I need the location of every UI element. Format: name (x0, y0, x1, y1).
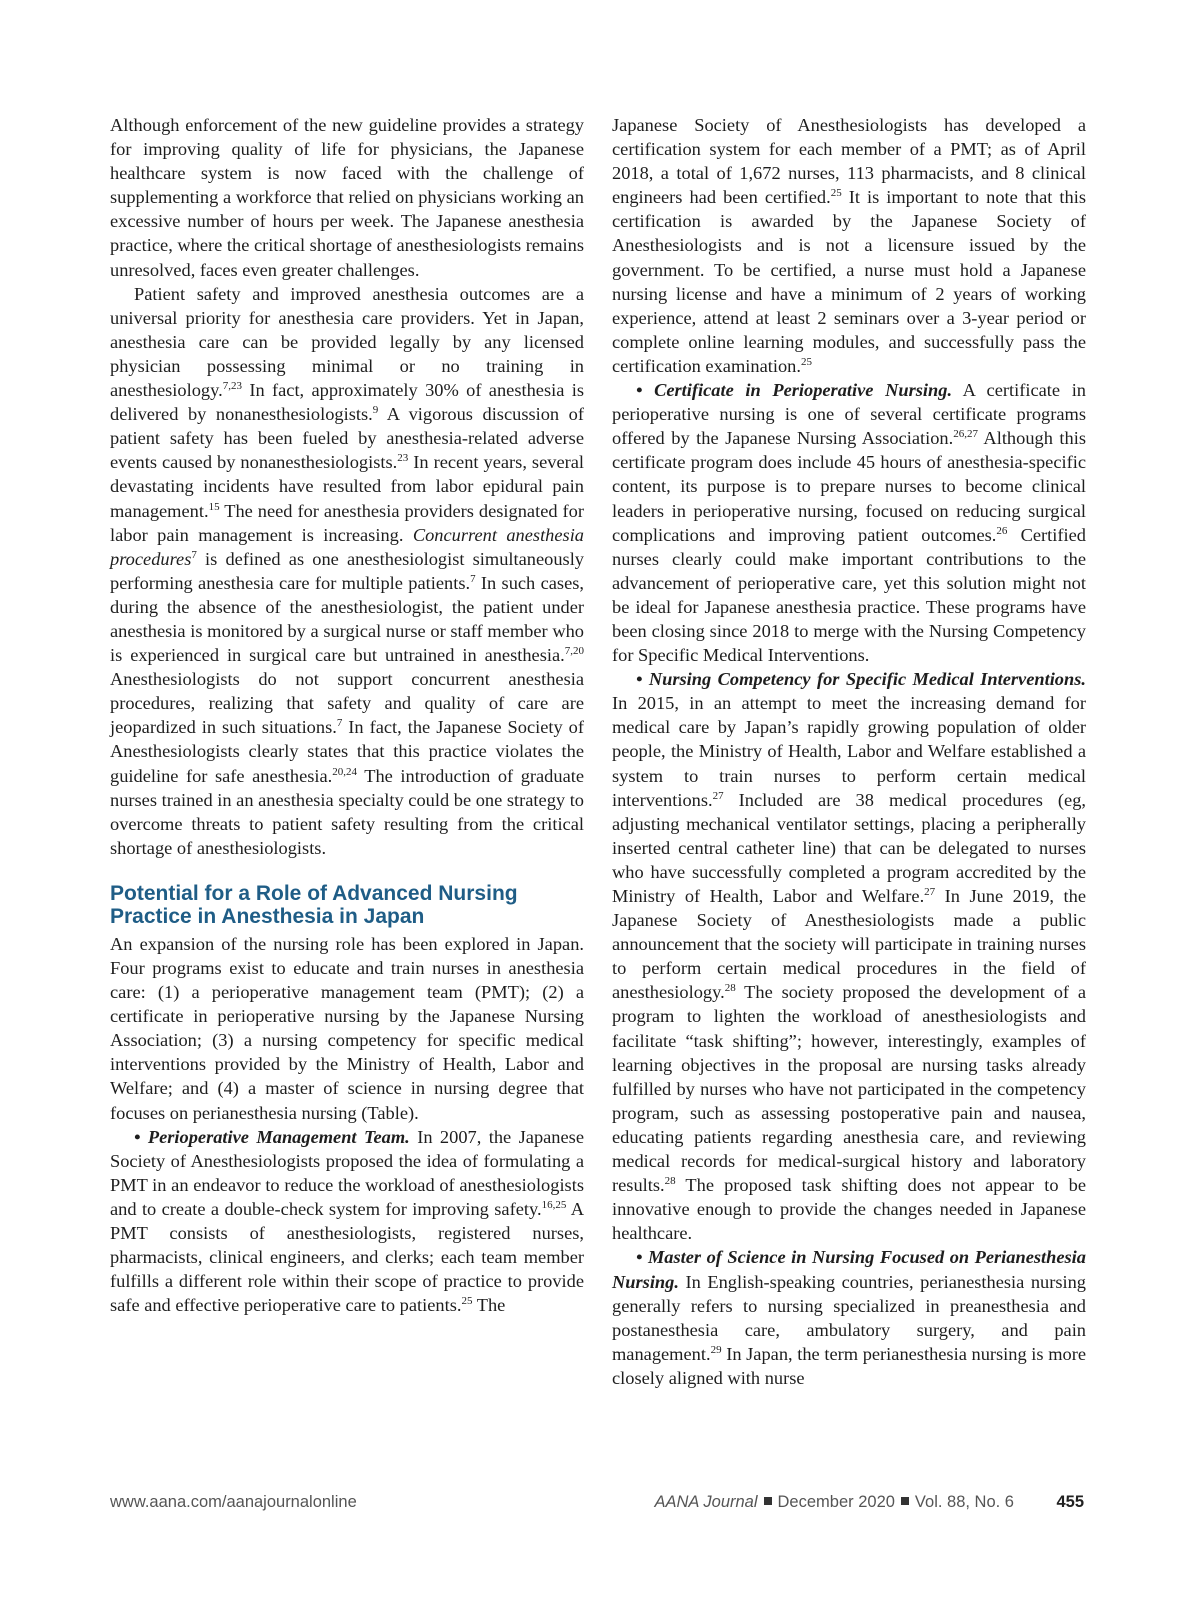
square-bullet-icon (901, 1497, 909, 1505)
citation-ref: 25 (461, 1295, 473, 1308)
text-run: The need for anesthesia providers designated for labor pain management is increasing. (110, 500, 584, 545)
text-run: It is important to note that this certification is awarded by the Japanese Society of Anesthesiologists and is not a licensure issued by the government. To be certified, a nurse must hold a Japanese nursing license and have a minimum of 2 years of working experience, attend at least 2 seminars over a 3-year period or complete online learning modules, and successfully pass the certification examination. (612, 187, 1087, 376)
text-run: In recent years, several devastating incidents have resulted from labor epidural pain management. (110, 452, 584, 521)
bullet-lead: • Nursing Competency for Specific Medical Interventions. (636, 669, 1086, 690)
text-run: Patient safety and improved anesthesia outcomes are a universal priority for anesthesia care providers. Yet in Japan, anesthesia care can be provided legally by any licensed physician possessing minimal or no training in anesthesiology. (110, 283, 584, 401)
text-run: In June 2019, the Japanese Society of Anesthesiologists made a public announcement that the society will participate in training nurses to perform certain medical procedures in the field of anesthesiology. (612, 886, 1086, 1003)
citation-ref: 26 (996, 524, 1008, 537)
bullet-lead: • Master of Science in Nursing Focused on Perianesthesia Nursing. (612, 1247, 1086, 1292)
journal-name: AANA Journal (654, 1493, 758, 1511)
text-run: The introduction of graduate nurses trained in an anesthesia specialty could be one strategy to overcome threats to patient safety resulting from the critical shortage of anesthesiologists. (110, 765, 584, 858)
right-column (612, 113, 1086, 1390)
paragraph-perioperative-certificate (612, 378, 1086, 667)
citation-ref: 9 (372, 404, 379, 417)
paragraph-pmt (110, 1125, 584, 1318)
text-run: is defined as one anesthesiologist simultaneously performing anesthesia care for multiple patients. (110, 548, 584, 593)
text-run: In such cases, during the absence of the anesthesiologist, the patient under anesthesia is monitored by a surgical nurse or staff member who is experienced in surgical care but untrained in anesthesia. (110, 572, 584, 666)
citation-ref: 26,27 (953, 428, 978, 441)
citation-ref: 7,20 (564, 645, 584, 658)
text-run: A certificate in perioperative nursing is one of several certificate programs offered by the Japanese Nursing Association. (612, 380, 1086, 449)
text-run: In Japan, the term perianesthesia nursing is more closely aligned with nurse (612, 1343, 1086, 1388)
text-run: A vigorous discussion of patient safety has been fueled by anesthesia-related adverse events caused by nonanesthesiologists. (110, 404, 584, 473)
text-run: Japanese Society of Anesthesiologists has developed a certification system for each member of a PMT; as of April 2018, a total of 1,672 nurses, 113 pharmacists, and 8 clinical engineers had been certified. (612, 115, 1086, 208)
text-run: The society proposed the development of a program to lighten the workload of anesthesiologists and facilitate “task shifting”; however, interestingly, examples of learning objectives in the proposal are nursing tasks already fulfilled by nurses who have not participated in the competency program, such as assessing postoperative pain and nausea, educating patients regarding anesthesia care, and reviewing medical records for medical-surgical history and laboratory results. (612, 982, 1086, 1196)
section-heading: Potential for a Role of Advanced Nursing Practice in Anesthesia in Japan (110, 881, 518, 928)
citation-ref: 25 (830, 187, 842, 200)
paragraph-patient-safety (110, 282, 584, 860)
text-run: In fact, approximately 30% of anesthesia is delivered by nonanesthesiologists. (110, 380, 584, 425)
text-run: The (472, 1295, 506, 1316)
paragraph-nursing-competency (612, 667, 1086, 1245)
citation-ref: 25 (800, 355, 812, 368)
citation-ref: 7 (191, 548, 197, 561)
paragraph-workforce: Although enforcement of the new guideline provides a strategy for improving quality of life for physicians, the Japanese healthcare system is now faced with the challenge of supplementing a workforce that relied on physicians working an excessive number of hours per week. The Japanese anesthesia practice, where the critical shortage of anesthesiologists remains unresolved, faces even greater challenges. (110, 115, 584, 280)
citation-ref: 15 (208, 500, 220, 513)
left-column (110, 113, 584, 1317)
paragraph-master-of-science (612, 1245, 1086, 1390)
text-run: In 2007, the Japanese Society of Anesthesiologists proposed the idea of formulating a PMT in an endeavor to reduce the workload of anesthesiologists and to create a double-check system for improving safety. (110, 1126, 584, 1219)
page-footer (110, 1493, 1084, 1517)
text-run: Anesthesiologists do not support concurrent anesthesia procedures, realizing that safety and quality of care are jeopardized in such situations. (110, 669, 584, 738)
term-concurrent-anesthesia: Concurrent anesthesia procedures (110, 524, 584, 569)
citation-ref: 27 (712, 789, 724, 802)
paragraph-programs: An expansion of the nursing role has been explored in Japan. Four programs exist to educate and train nurses in anesthesia care: (1) a perioperative management team (PMT); (2) a certificate in perioperative nursing by the Japanese Nursing Association; (3) a nursing competency for specific medical interventions provided by the Ministry of Health, Labor and Welfare; and (4) a master of science in nursing degree that focuses on perianesthesia nursing (Table). (110, 933, 584, 1123)
text-run: The proposed task shifting does not appear to be innovative enough to provide the changes needed in Japanese healthcare. (612, 1175, 1086, 1244)
text-run: A PMT consists of anesthesiologists, registered nurses, pharmacists, clinical engineers, and clerks; each team member fulfills a different role within their scope of practice to provide safe and effective perioperative care to patients. (110, 1198, 584, 1316)
text-run: Included are 38 medical procedures (eg, adjusting mechanical ventilator settings, placing a peripherally inserted central catheter line) that can be delegated to nurses who have successfully completed a program accredited by the Ministry of Health, Labor and Welfare. (612, 789, 1086, 906)
citation-ref: 16,25 (541, 1198, 567, 1211)
text-run: Although this certificate program does include 45 hours of anesthesia-specific content, its purpose is to prepare nurses to become clinical leaders in perioperative nursing, focused on reducing surgical complications and improving patient outcomes. (612, 428, 1086, 545)
bullet-lead: • Perioperative Management Team. (134, 1126, 410, 1147)
paragraph-certification (612, 113, 1086, 378)
page-number: 455 (1056, 1493, 1084, 1511)
journal-citation (654, 1493, 1014, 1512)
text-run: In 2015, in an attempt to meet the increasing demand for medical care by Japan’s rapidly growing population of older people, the Ministry of Health, Labor and Welfare established a system to train nurses to perform certain medical interventions. (612, 693, 1086, 810)
citation-ref: 7 (336, 717, 343, 730)
citation-ref: 28 (664, 1175, 676, 1188)
issue-date: December 2020 (777, 1493, 895, 1511)
text-run: Certified nurses clearly could make important contributions to the advancement of perioperative care, yet this solution might not be ideal for Japanese anesthesia practice. These programs have been closing since 2018 to merge with the Nursing Competency for Specific Medical Interventions. (612, 524, 1086, 666)
volume-issue: Vol. 88, No. 6 (914, 1493, 1014, 1511)
square-bullet-icon (764, 1497, 772, 1505)
citation-ref: 20,24 (332, 765, 358, 778)
journal-url-link[interactable]: www.aana.com/aanajournalonline (110, 1493, 357, 1511)
citation-ref: 7,23 (222, 380, 242, 393)
text-run: In fact, the Japanese Society of Anesthesiologists clearly states that this practice violates the guideline for safe anesthesia. (110, 717, 584, 786)
text-run: In English-speaking countries, perianesthesia nursing generally refers to nursing specialized in preanesthesia and postanesthesia care, ambulatory surgery, and pain management. (612, 1271, 1086, 1364)
citation-ref: 28 (724, 982, 736, 995)
bullet-lead: • Certificate in Perioperative Nursing. (636, 380, 953, 401)
citation-ref: 23 (397, 452, 409, 465)
citation-ref: 7 (470, 572, 476, 585)
citation-ref: 29 (710, 1343, 722, 1356)
citation-ref: 27 (924, 886, 936, 898)
